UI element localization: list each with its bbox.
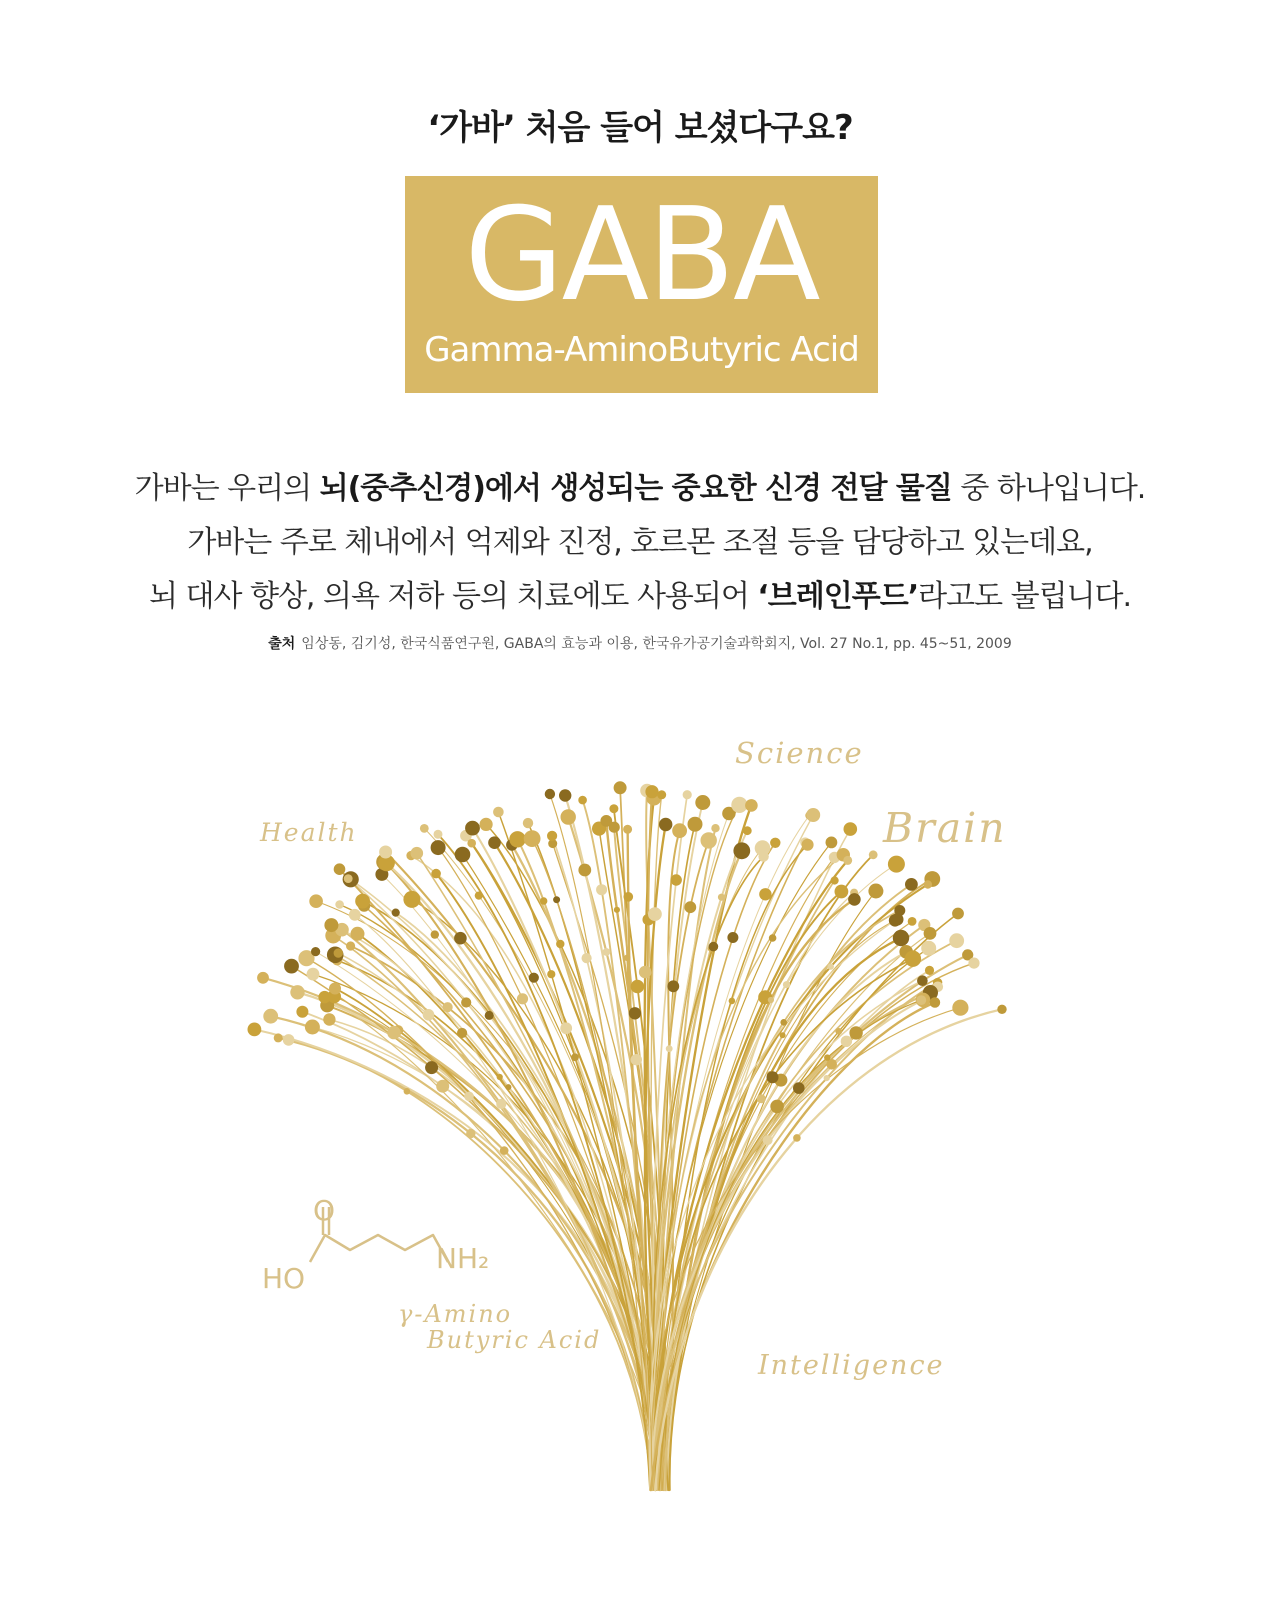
neuron-dot [296, 1006, 308, 1018]
neuron-dot [488, 836, 501, 849]
neuron-dot [493, 807, 504, 818]
neuron-dot [793, 1134, 801, 1142]
neuron-dot [431, 840, 446, 855]
neuron-dot [387, 1026, 400, 1039]
neuron-dot [523, 818, 533, 828]
description-line-1-bold: 뇌(중추신경)에서 생성되는 중요한 신경 전달 물질 [319, 471, 952, 506]
neuron-dot [701, 832, 717, 848]
neuron-dot [731, 797, 747, 813]
description-line-3-after: 라고도 불립니다. [918, 579, 1132, 614]
neuron-dot [925, 966, 934, 975]
neuron-dot [465, 821, 480, 836]
neuron-dot [921, 941, 936, 956]
neuron-dot [411, 847, 424, 860]
neuron-dot [769, 934, 777, 942]
neuron-dot [631, 1054, 642, 1065]
neuron-dot [684, 901, 696, 913]
neuron-dot [596, 884, 607, 895]
description-line-1-after: 중 하나입니다. [951, 471, 1146, 506]
neuron-dot [623, 825, 632, 834]
neuron-dot [457, 1028, 467, 1038]
neuron-dot [571, 1053, 579, 1061]
neuron-dot [431, 869, 441, 879]
brain-branch [348, 879, 652, 1490]
neuron-dot [997, 1005, 1006, 1014]
neuron-dot [645, 785, 658, 798]
description-line-3 [0, 570, 1280, 624]
neuron-dot [824, 1075, 830, 1081]
neuron-dot [763, 1135, 773, 1145]
neuron-dot [505, 1084, 511, 1090]
neuron-dot [659, 818, 672, 831]
neuron-dot [559, 789, 571, 801]
neuron-dot [671, 874, 682, 885]
intro-heading: ‘가바’ 처음 들어 보셨다구요? [427, 108, 853, 148]
neuron-dot [802, 839, 814, 851]
neuron-dot [783, 981, 790, 988]
neuron-dot [841, 1036, 852, 1047]
molecule-oxygen: O [313, 1194, 336, 1227]
neuron-dot [949, 933, 964, 948]
neuron-dot [844, 822, 858, 836]
neuron-dot [770, 1100, 784, 1114]
neuron-dot [553, 896, 560, 903]
molecule-hydroxyl: HO [262, 1262, 306, 1295]
neuron-dot [609, 822, 620, 833]
neuron-dot [311, 947, 320, 956]
neuron-dot [509, 831, 525, 847]
neuron-dot [952, 908, 964, 920]
neuron-dot [629, 1007, 641, 1019]
neuron-dot [578, 796, 587, 805]
neuron-dot [284, 959, 299, 974]
word-brain: Brain [883, 804, 1007, 852]
neuron-dot [718, 894, 725, 901]
neuron-dot [767, 1071, 779, 1083]
neuron-dot [924, 880, 932, 888]
neuron-dot [930, 997, 941, 1008]
neuron-dot [743, 826, 752, 835]
brain-branch [656, 860, 848, 1490]
neuron-dot [624, 892, 634, 902]
neuron-dot [403, 891, 420, 908]
neuron-dot [274, 1033, 283, 1042]
neuron-dot [757, 1094, 766, 1103]
neuron-dot [355, 894, 370, 909]
description-line-2: 가바는 주로 체내에서 억제와 진정, 호르몬 조절 등을 담당하고 있는데요, [187, 525, 1093, 560]
neuron-dot [768, 997, 774, 1003]
neuron-dot [307, 968, 320, 981]
neuron-dot [905, 878, 918, 891]
neuron-dot [759, 888, 771, 900]
neuron-dot [547, 831, 557, 841]
description [0, 462, 1280, 624]
neuron-dot [869, 850, 878, 859]
source-citation [0, 633, 1280, 653]
neuron-dot [793, 1082, 805, 1094]
neuron-dot [849, 1026, 862, 1039]
word-intelligence: Intelligence [758, 1350, 945, 1381]
source-label: 출처 [268, 636, 296, 652]
neuron-dot [283, 1034, 295, 1046]
neuron-dot [905, 951, 921, 967]
neuron-dot [561, 809, 576, 824]
neuron-dot [464, 1092, 474, 1102]
gaba-badge [405, 176, 878, 393]
neuron-dot [436, 1080, 449, 1093]
neuron-dot [434, 830, 443, 839]
neuron-dot [263, 1009, 278, 1024]
molecule-amine: NH₂ [436, 1242, 490, 1275]
neuron-dot [431, 930, 439, 938]
neuron-dot [888, 856, 905, 873]
neuron-dot [496, 1099, 506, 1109]
neuron-dot [709, 942, 719, 952]
neuron-dot [461, 997, 471, 1007]
neuron-dot [346, 941, 355, 950]
neuron-dot [349, 909, 361, 921]
neuron-dot [455, 847, 471, 863]
neuron-dot [540, 897, 547, 904]
molecule-chain [310, 1235, 448, 1262]
brain-branch [358, 934, 662, 1490]
description-line-3-bold: ‘브레인푸드’ [757, 579, 919, 614]
word-butyric-acid: Butyric Acid [427, 1326, 602, 1354]
neuron-dot [423, 1009, 435, 1021]
neuron-dot [379, 846, 392, 859]
neuron-dot [467, 839, 476, 848]
brain-branch [412, 899, 653, 1490]
neuron-dot [420, 824, 429, 833]
neuron-dot [889, 914, 901, 926]
neuron-dot [624, 955, 631, 962]
neuron-dot [560, 1022, 572, 1034]
neuron-dot [666, 1045, 673, 1052]
neuron-dot [529, 973, 539, 983]
neuron-dot [683, 790, 692, 799]
brain-branch [659, 864, 896, 1490]
neuron-dot [835, 1028, 842, 1035]
neuron-dot [916, 995, 926, 1005]
neuron-dot [517, 993, 528, 1004]
neuron-dot [639, 966, 652, 979]
neuron-dot [609, 804, 618, 813]
neuron-dot [868, 884, 883, 899]
neuron-dot [826, 837, 838, 849]
neuron-dot [780, 1019, 787, 1026]
neuron-dot [324, 918, 338, 932]
neuron-dot [454, 932, 467, 945]
neuron-dot [351, 927, 365, 941]
neuron-dot [758, 851, 768, 861]
neuron-dot [835, 885, 849, 899]
neuron-dot [335, 900, 344, 909]
neuron-dot [968, 958, 979, 969]
brain-branch [340, 904, 655, 1490]
neuron-dot [917, 975, 928, 986]
neuron-dot [780, 1032, 786, 1038]
word-science: Science [735, 736, 864, 770]
neuron-dot [908, 917, 917, 926]
neuron-dot [672, 823, 687, 838]
neuron-dot [334, 863, 346, 875]
gaba-subtitle: Gamma-AminoButyric Acid [424, 330, 859, 370]
neuron-dot [500, 1146, 509, 1155]
neuron-dot [485, 1011, 494, 1020]
neuron-dot [893, 930, 909, 946]
neuron-dot [309, 894, 323, 908]
neuron-dot [729, 998, 736, 1005]
source-text: 임상동, 김기성, 한국식품연구원, GABA의 효능과 이용, 한국유가공기술과학회지, Vol. 27 No.1, pp. 45~51, 2009 [301, 636, 1012, 652]
neuron-dot [952, 1000, 968, 1016]
neuron-dot [290, 985, 304, 999]
neuron-dot [545, 789, 555, 799]
brain-tree-graphic [0, 690, 1280, 1570]
description-line-1-before: 가바는 우리의 [134, 471, 320, 506]
neuron-dot [831, 876, 839, 884]
neuron-dot [631, 980, 645, 994]
brain-branch [649, 920, 895, 1490]
neuron-dot [475, 892, 483, 900]
neuron-dot [614, 907, 620, 913]
word-gamma-amino: γ-Amino [398, 1300, 513, 1328]
neuron-dot [547, 970, 555, 978]
description-line-3-before: 뇌 대사 향상, 의욕 저하 등의 치료에도 사용되어 [148, 579, 758, 614]
brain-branch [661, 884, 912, 1490]
neuron-dot [727, 932, 738, 943]
neuron-dot [334, 948, 343, 957]
neuron-dot [582, 953, 592, 963]
neuron-dot [404, 1088, 411, 1095]
neuron-dot [688, 817, 703, 832]
neuron-dot [392, 909, 400, 917]
neuron-dot [848, 893, 861, 906]
neuron-dot [770, 838, 780, 848]
neuron-dot [329, 983, 341, 995]
neuron-dot [603, 948, 611, 956]
neuron-dot [466, 1129, 475, 1138]
neuron-dot [828, 963, 834, 969]
neuron-dot [733, 842, 750, 859]
neuron-dot [480, 818, 493, 831]
neuron-dot [556, 940, 564, 948]
brain-illustration [0, 690, 1280, 1570]
word-health: Health [260, 818, 358, 847]
neuron-dot [305, 1020, 320, 1035]
neuron-dot [443, 1002, 453, 1012]
gaba-title: GABA [464, 181, 819, 330]
neuron-dot [257, 972, 269, 984]
description-line-1 [0, 462, 1280, 516]
neuron-dot [695, 795, 710, 810]
neuron-dot [745, 799, 758, 812]
neuron-dot [843, 856, 852, 865]
neuron-dot [667, 980, 679, 992]
neuron-dot [344, 874, 353, 883]
neuron-dot [323, 1013, 335, 1025]
neuron-dot [806, 808, 820, 822]
neuron-dot [711, 824, 719, 832]
neuron-dot [497, 1074, 503, 1080]
neuron-dot [425, 1061, 438, 1074]
neuron-dot [824, 1054, 830, 1060]
neuron-dot [248, 1023, 262, 1037]
neuron-dot [648, 907, 662, 921]
neuron-dot [924, 927, 937, 940]
neuron-dot [524, 830, 541, 847]
neuron-dot [578, 864, 591, 877]
neuron-dot [657, 790, 666, 799]
neuron-dot [614, 781, 627, 794]
